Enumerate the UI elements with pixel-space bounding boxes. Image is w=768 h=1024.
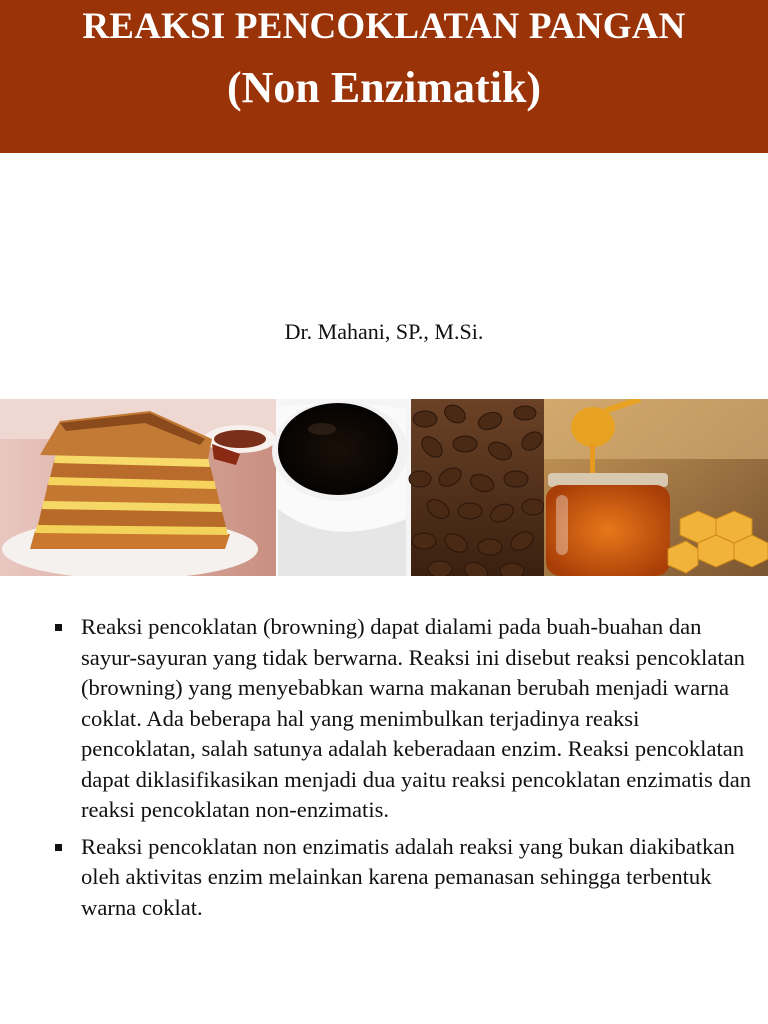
honey-jar-image bbox=[544, 399, 768, 576]
coffee-beans-image bbox=[409, 399, 546, 576]
bullet-list bbox=[52, 612, 752, 929]
grilled-cheese-image bbox=[0, 399, 276, 576]
food-image-strip bbox=[0, 399, 768, 576]
bullet-marker bbox=[55, 624, 62, 631]
bullet-item bbox=[52, 832, 752, 924]
author-name: Dr. Mahani, SP., M.Si. bbox=[284, 319, 484, 344]
title-banner bbox=[0, 0, 768, 153]
bullet-marker bbox=[55, 844, 62, 851]
coffee-cup-image bbox=[272, 399, 411, 576]
bullet-text: Reaksi pencoklatan (browning) dapat dialami pada buah-buahan dan sayur-sayuran yang tidak berwarna. Reaksi ini disebut reaksi pencoklatan (browning) yang menyebabkan warna makanan berubah menjadi warna coklat. Ada beberapa hal yang menimbulkan terjadinya reaksi pencoklatan, salah satunya adalah keberadaan enzim. Reaksi pencoklatan dapat diklasifikasikan menjadi dua yaitu reaksi pencoklatan enzimatis dan reaksi pencoklatan non-enzimatis. bbox=[81, 614, 752, 822]
slide-title: REAKSI PENCOKLATAN PANGAN bbox=[82, 6, 686, 47]
bullet-item bbox=[52, 612, 752, 826]
slide-subtitle: (Non Enzimatik) bbox=[226, 63, 542, 112]
bullet-text: Reaksi pencoklatan non enzimatis adalah reaksi yang bukan diakibatkan oleh aktivitas enzim melainkan karena pemanasan sehingga terbentuk warna coklat. bbox=[81, 833, 735, 920]
